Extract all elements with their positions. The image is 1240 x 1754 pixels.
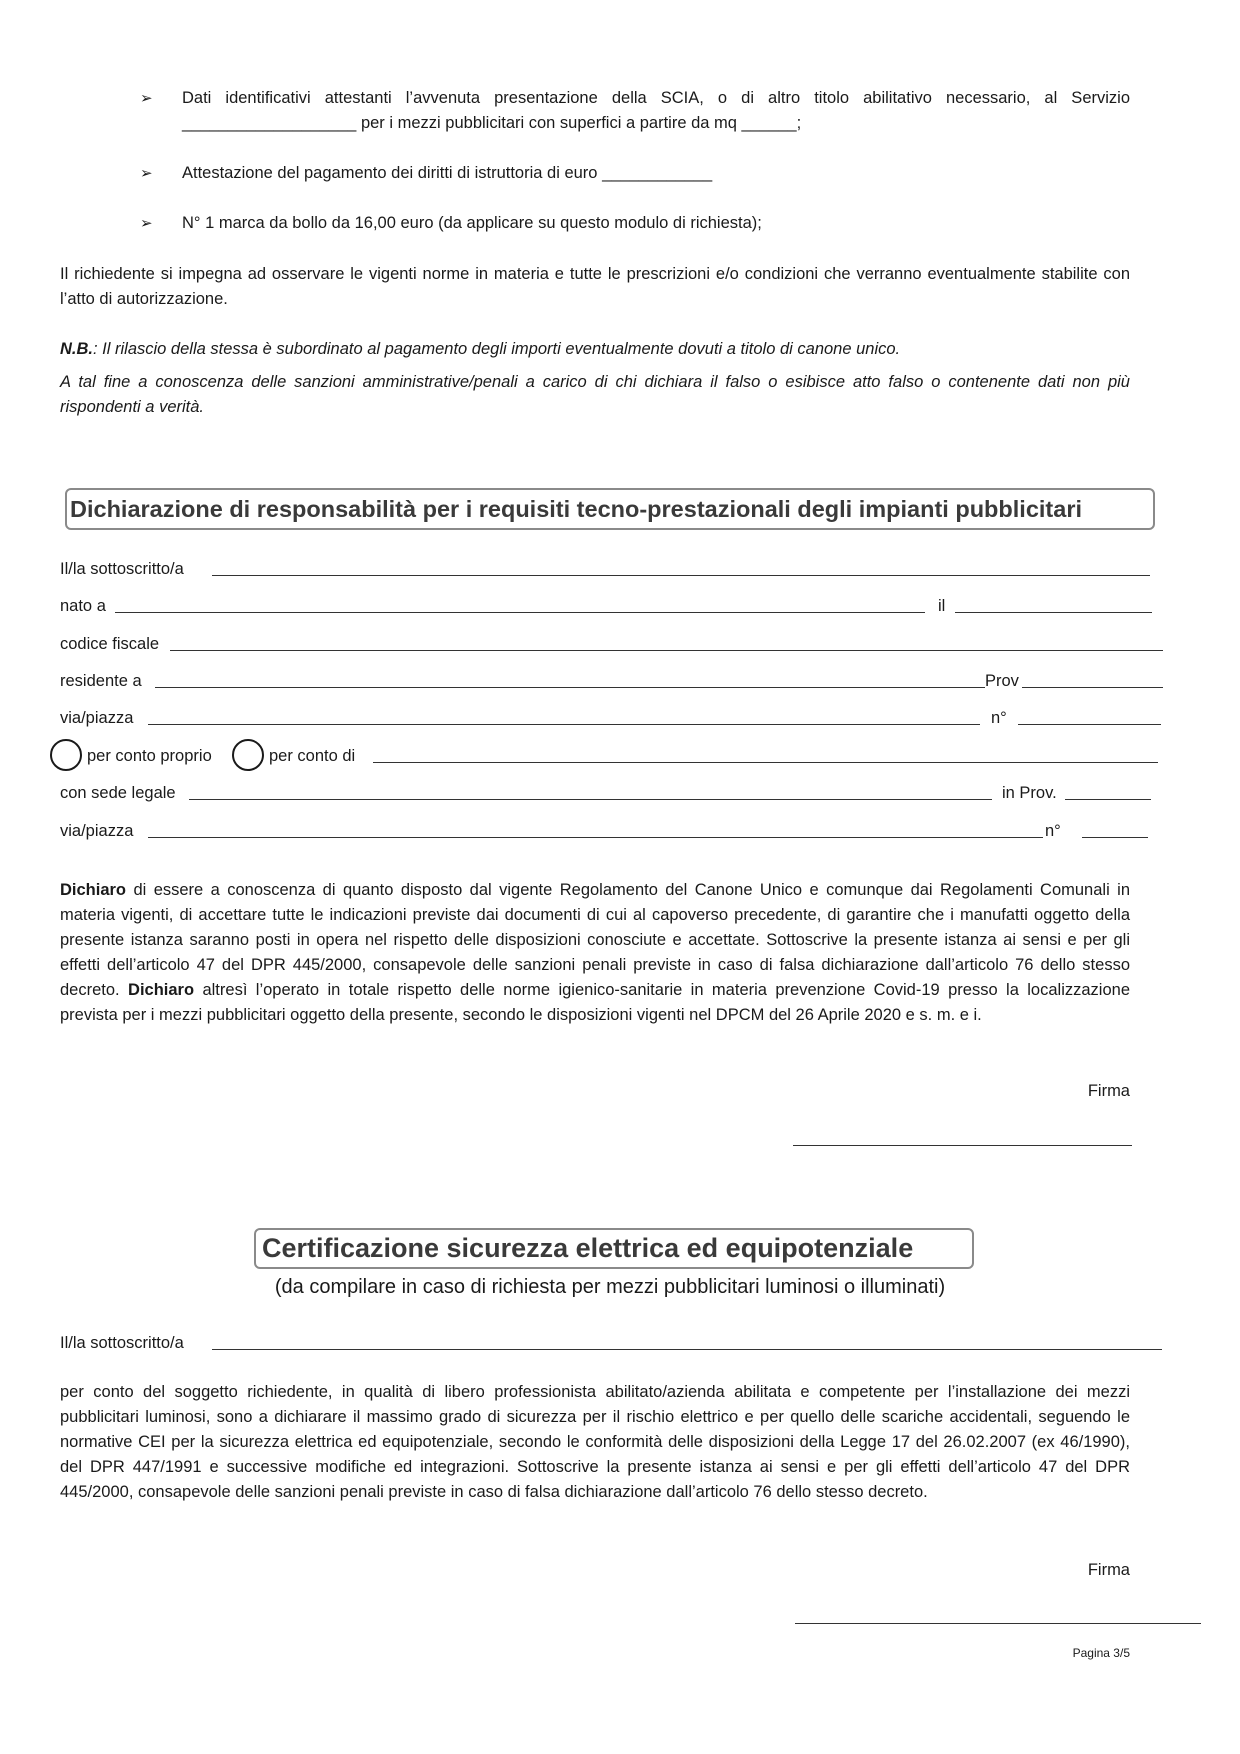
field-label: nato a: [60, 597, 106, 615]
bullet-text: Dati identificativi attestanti l’avvenuta presentazione della SCIA, o di altro titolo abilitativo necessario, al Servizio ___________________ per i mezzi pubblicitari con superfici a partire da mq ______;: [182, 89, 1130, 132]
field-label: codice fiscale: [60, 635, 160, 653]
field-label: per conto di: [269, 747, 356, 765]
bullet-text: N° 1 marca da bollo da 16,00 euro (da applicare su questo modulo di richiesta);: [182, 214, 762, 232]
field-codice-fiscale: [60, 631, 1160, 657]
field-label: Il/la sottoscritto/a: [60, 560, 184, 578]
field-label: il: [938, 597, 946, 615]
field-via-piazza-sede: [60, 818, 1160, 844]
section-title-certificazione: Certificazione sicurezza elettrica ed equipotenziale: [254, 1228, 974, 1269]
prov-input-line[interactable]: [1022, 687, 1163, 688]
field-per-conto: [60, 743, 1160, 769]
field-label: via/piazza: [60, 709, 134, 727]
per-conto-di-radio[interactable]: [232, 739, 264, 771]
field-label: n°: [1045, 822, 1061, 840]
field-label: Il/la sottoscritto/a: [60, 1334, 184, 1352]
codice-fiscale-input-line[interactable]: [170, 650, 1163, 651]
per-conto-proprio-radio[interactable]: [50, 739, 82, 771]
numero-civico-input-line[interactable]: [1018, 724, 1161, 725]
arrowhead-bullet-icon: ➢: [140, 165, 153, 182]
residente-input-line[interactable]: [155, 687, 985, 688]
impegno-paragraph: Il richiedente si impegna ad osservare le vigenti norme in materia e tutte le prescrizioni e/o condizioni che verranno eventualmente stabilite con l’atto di autorizzazione.: [60, 265, 1130, 308]
declaration-text: altresì l’operato in totale rispetto delle norme igienico-sanitarie in materia prevenzione Covid-19 presso la localizzazione prevista per i mezzi pubblicitari oggetto della presente, secondo le disposizioni vigenti nel DPCM del 26 Aprile 2020 e s. m. e i.: [60, 981, 1130, 1024]
field-label: Prov: [985, 672, 1019, 690]
declaration-bold: Dichiaro: [128, 981, 195, 999]
sede-prov-input-line[interactable]: [1065, 799, 1151, 800]
field-residente: [60, 668, 1160, 694]
declaration-bold: Dichiaro: [60, 881, 127, 899]
via-sede-input-line[interactable]: [148, 837, 1043, 838]
nb-text: : Il rilascio della stessa è subordinato al pagamento degli importi eventualmente dovuti a titolo di canone unico.: [93, 340, 901, 358]
numero-sede-input-line[interactable]: [1082, 837, 1148, 838]
bullet-text: Attestazione del pagamento dei diritti di istruttoria di euro ____________: [182, 164, 713, 182]
firma-signature-line[interactable]: [795, 1623, 1201, 1624]
field-sottoscritto-2: [60, 1330, 1160, 1356]
nb-paragraph: [60, 337, 1130, 362]
arrowhead-bullet-icon: ➢: [140, 215, 153, 232]
field-label: via/piazza: [60, 822, 134, 840]
firma-signature-line[interactable]: [793, 1145, 1132, 1146]
per-conto-di-input-line[interactable]: [373, 762, 1158, 763]
firma-label: Firma: [1087, 1082, 1130, 1100]
field-via-piazza: [60, 705, 1160, 731]
data-nascita-input-line[interactable]: [955, 612, 1152, 613]
firma-label: Firma: [1087, 1561, 1130, 1579]
sottoscritto-2-input-line[interactable]: [212, 1349, 1162, 1350]
field-label: in Prov.: [1002, 784, 1057, 802]
arrowhead-bullet-icon: ➢: [140, 90, 153, 107]
nb-label: N.B.: [60, 340, 93, 358]
field-sede-legale: [60, 780, 1160, 806]
field-label: con sede legale: [60, 784, 176, 802]
sanzioni-paragraph: A tal fine a conoscenza delle sanzioni amministrative/penali a carico di chi dichiara il falso o esibisce atto falso o contenente dati non più rispondenti a verità.: [60, 373, 1130, 416]
declaration-paragraph: [60, 878, 1130, 1028]
declaration-text: di essere a conoscenza di quanto disposto dal vigente Regolamento del Canone Unico e comunque dai Regolamenti Comunali in materia vigenti, di accettare tutte le indicazioni previste dai documenti di cui al capoverso precedente, di garantire che i manufatti oggetto della presente istanza saranno posti in opera nel rispetto delle disposizioni conosciute e accettate. Sottoscrive la presente istanza ai sensi e per gli effetti dell’articolo 47 del DPR 445/2000, consapevole delle sanzioni penali previste in caso di falsa dichiarazione dall’articolo 76 dello stesso decreto.: [60, 881, 1130, 999]
section-title-dichiarazione: Dichiarazione di responsabilità per i requisiti tecno-prestazionali degli impianti pubblicitari: [65, 488, 1155, 530]
via-input-line[interactable]: [148, 724, 980, 725]
sottoscritto-input-line[interactable]: [212, 575, 1150, 576]
page-number: Pagina 3/5: [1072, 1646, 1130, 1660]
section-subtitle: (da compilare in caso di richiesta per mezzi pubblicitari luminosi o illuminati): [274, 1276, 946, 1298]
field-label: n°: [991, 709, 1007, 727]
field-label: residente a: [60, 672, 142, 690]
field-label: per conto proprio: [87, 747, 212, 765]
field-sottoscritto: [60, 556, 1160, 582]
nato-a-input-line[interactable]: [115, 612, 925, 613]
certificazione-paragraph: per conto del soggetto richiedente, in qualità di libero professionista abilitato/azienda abilitata e competente per l’installazione dei mezzi pubblicitari luminosi, sono a dichiarare il massimo grado di sicurezza per il rischio elettrico e per quello delle scariche accidentali, seguendo le normative CEI per la sicurezza elettrica ed equipotenziale, secondo le conformità delle disposizioni della Legge 17 del 26.02.2007 (ex 46/1990), del DPR 447/1991 e successive modifiche ed integrazioni. Sottoscrive la presente istanza ai sensi e per gli effetti dell’articolo 47 del DPR 445/2000, consapevole delle sanzioni penali previste in caso di falsa dichiarazione dall’articolo 76 dello stesso decreto.: [60, 1383, 1130, 1501]
field-nato-a: [60, 593, 1160, 619]
sede-legale-input-line[interactable]: [189, 799, 992, 800]
